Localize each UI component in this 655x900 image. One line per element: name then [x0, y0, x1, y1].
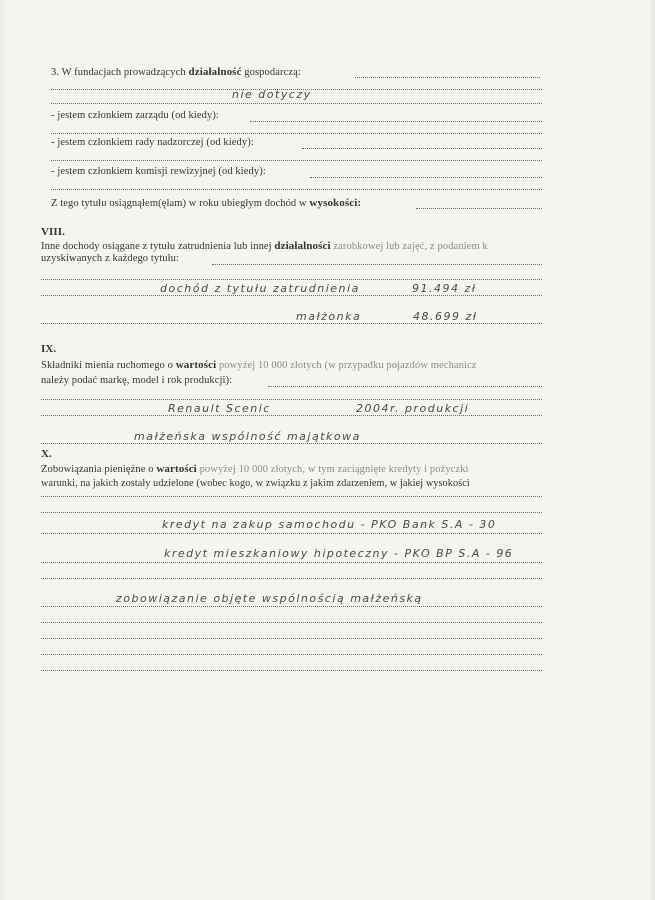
section3-title [51, 66, 301, 79]
dotted-line [51, 133, 542, 134]
section9-line1-bold: wartości [175, 359, 217, 371]
section3-title-suffix: gospodarczą: [241, 67, 301, 78]
handwritten-income-source: dochód z tytułu zatrudnienia [160, 282, 360, 295]
handwritten-vehicle-year: 2004r. produkcji [356, 402, 470, 415]
section3-dochod [51, 197, 361, 210]
section3-dochod-text: Z tego tytułu osiągnąłem(ęłam) w roku ubiegłym dochód w [51, 198, 310, 209]
dotted-line [41, 279, 542, 280]
dotted-line [41, 562, 542, 563]
handwritten-income-amount: 91.494 zł [412, 282, 477, 295]
dotted-line [41, 443, 542, 444]
section8-line1-suffix: zarobkowej lub zajęć, z podaniem k [330, 241, 488, 252]
section3-komisja: - jestem członkiem komisji rewizyjnej (od kiedy): [51, 166, 266, 177]
dotted-line [41, 638, 542, 639]
dotted-line [41, 415, 542, 416]
dotted-line [41, 654, 542, 655]
section8-line2: uzyskiwanych z każdego tytułu: [41, 253, 180, 264]
handwritten-spouse-income: małżonka [296, 310, 362, 323]
section3-title-bold: działalność [188, 66, 242, 78]
dotted-line [41, 670, 542, 671]
section3-rada: - jestem członkiem rady nadzorczej (od kiedy): [51, 137, 254, 148]
handwritten-mortgage: kredyt mieszkaniowy hipoteczny - PKO BP S.A - 96 [164, 547, 514, 560]
handwritten-joint-property: małżeńska wspólność majątkowa [134, 430, 361, 443]
section8-line1 [41, 240, 488, 253]
handwritten-vehicle: Renault Scenic [168, 402, 271, 415]
dotted-line [355, 77, 540, 78]
section9-heading: IX. [41, 343, 57, 355]
handwritten-car-loan: kredyt na zakup samochodu - PKO Bank S.A - 30 [162, 518, 497, 531]
handwritten-joint-liability: zobowiązanie objęte wspólnością małżeńską [116, 592, 423, 605]
dotted-line [302, 148, 542, 149]
section9-line1-suffix: powyżej 10 000 złotych (w przypadku pojazdów mechanicz [216, 360, 477, 371]
section10-line1-suffix: powyżej 10 000 złotych, w tym zaciągnięte kredyty i pożyczki [196, 464, 469, 475]
dotted-line [416, 208, 542, 209]
dotted-line [41, 323, 542, 324]
section9-line1-text: Składniki mienia ruchomego o [41, 360, 176, 371]
dotted-line [310, 177, 542, 178]
dotted-line [51, 103, 542, 104]
section8-line1-bold: działalności [274, 240, 331, 252]
dotted-line [41, 399, 542, 400]
dotted-line [250, 121, 542, 122]
dotted-line [51, 189, 542, 190]
section10-line2: warunki, na jakich zostały udzielone (wobec kogo, w związku z jakim zdarzeniem, w jakiej wysokości [41, 478, 470, 489]
section9-line2: należy podać markę, model i rok produkcji): [41, 375, 233, 386]
section3-zarzad: - jestem członkiem zarządu (od kiedy): [51, 110, 219, 121]
dotted-line [51, 160, 542, 161]
dotted-line [41, 295, 542, 296]
dotted-line [41, 533, 542, 534]
page-right-edge [649, 0, 655, 900]
dotted-line [41, 512, 542, 513]
page-left-edge [0, 0, 4, 900]
section10-line1 [41, 463, 469, 476]
section10-line1-text: Zobowiązania pieniężne o [41, 464, 157, 475]
dotted-line [41, 606, 542, 607]
section8-line1-text: Inne dochody osiągane z tytułu zatrudnienia lub innej [41, 241, 275, 252]
dotted-line [41, 578, 542, 579]
section8-heading: VIII. [41, 226, 66, 238]
handwritten-nie-dotyczy: nie dotyczy [232, 88, 312, 101]
dotted-line [268, 386, 542, 387]
dotted-line [41, 622, 542, 623]
section3-title-text: 3. W fundacjach prowadzących [51, 67, 189, 78]
section3-dochod-bold: wysokości: [309, 197, 362, 209]
section10-line1-bold: wartości [156, 463, 197, 475]
section9-line1 [41, 359, 477, 372]
handwritten-spouse-amount: 48.699 zł [413, 310, 478, 323]
dotted-line [41, 496, 542, 497]
dotted-line [212, 264, 542, 265]
section10-heading: X. [41, 448, 52, 460]
